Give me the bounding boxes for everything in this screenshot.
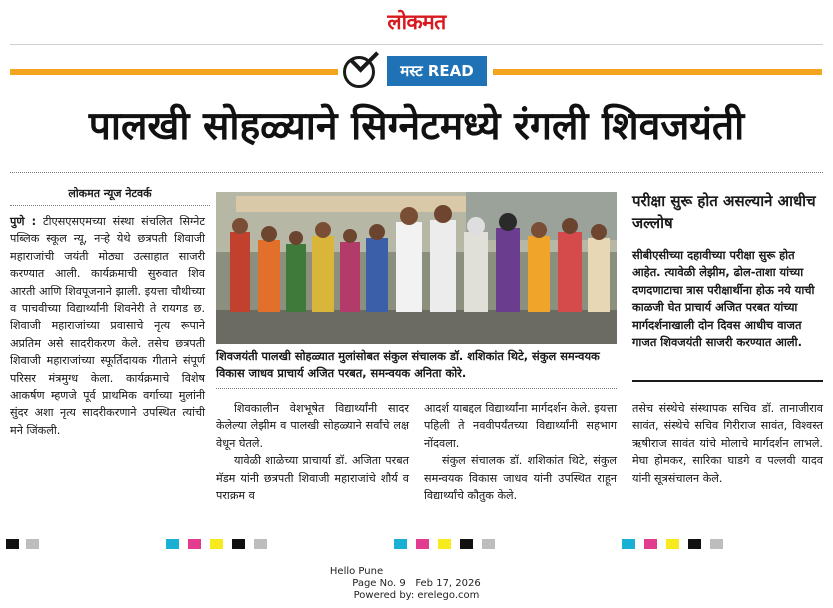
registration-mark-magenta [644,539,657,549]
registration-mark-cyan [622,539,635,549]
registration-mark-black [232,539,245,549]
photo-caption: शिवजयंती पालखी सोहळ्यात मुलांसोबत संकुल संचालक डॉ. शशिकांत थिटे, संकुल समन्वयक विकास जाधव प्राचार्य अजित परबत, समन्वयक अनिता कोरे. [216,349,600,381]
registration-mark-magenta [416,539,429,549]
dateline: पुणे : [10,215,37,228]
byline-divider [10,205,210,206]
masthead-divider [10,44,823,45]
article-column-3 [424,400,617,504]
must-read-band-left [10,69,338,75]
footer-date: Feb 17, 2026 [415,578,481,589]
sidebar-text: सीबीएसीच्या दहावीच्या परीक्षा सुरू होत आहेत. त्यावेळी लेझीम, ढोल-ताशा यांच्या दणदणाटाचा त्रास परीक्षार्थीना होऊ नये याची काळजी घेत प्राचार्य अजित परबत यांच्या मार्गदर्शनाखाली दोन दिवस आधीच वाजत गाजत शिवजयंती साजरी करण्यात आली. [632,248,815,350]
registration-mark-cyan [394,539,407,549]
registration-mark-yellow [666,539,679,549]
masthead-logo: लोकमत [387,10,446,34]
registration-mark-black [6,539,19,549]
footer-page-info [0,578,833,590]
registration-mark-gray [26,539,39,549]
registration-mark-yellow [210,539,223,549]
column-1-text: टीएसएसएमच्या संस्था संचलित सिग्नेट पब्लिक स्कूल न्यू, नऱ्हे येथे छत्रपती शिवाजी महाराजांची जयंती मोठ्या उत्साहात साजरी करण्यात आली. कार्यक्रमाची सुरुवात शिव आरती आणि शिवपूजनाने झाली. इयत्ता चौथीच्या व पाचवीच्या विद्यार्थ्यांनी शिवनेरी ते रायगड छ. शिवाजी महाराजांच्या प्रवासाचे नृत्य रूपाने अप्रतिम असे सादरीकरण केले. तसेच छत्रपती शिवाजी महाराजांच्या स्फूर्तिदायक गीताने संपूर्ण परिसर मंत्रमुग्ध केला. कार्यक्रमाचे विशेष आकर्षण म्हणजे पूर्व प्राथमिक वर्गाच्या मुलांनी सुंदर अशा नृत्य सादरीकरणाने उपस्थित त्यांची मने जिंकली. [10,215,205,437]
registration-mark-magenta [188,539,201,549]
must-read-band-right [493,69,822,75]
byline: लोकमत न्यूज नेटवर्क [68,187,152,200]
registration-mark-black [688,539,701,549]
caption-divider [216,388,617,389]
sidebar-heading: परीक्षा सुरू होत असल्याने आधीच जल्लोष [632,192,816,232]
article-headline: पालखी सोहळ्याने सिग्नेटमध्ये रंगली शिवजयंती [88,104,745,149]
registration-mark-gray [482,539,495,549]
event-photo-illustration [216,192,617,344]
article-column-1 [10,213,205,439]
headline-divider [10,172,823,173]
registration-mark-yellow [438,539,451,549]
column-2-paragraph-1: शिवकालीन वेशभूषेत विद्यार्थ्यांनी सादर केलेल्या लेझीम व पालखी सोहळ्याने सर्वांचे लक्ष वेधून घेतले. [216,402,409,450]
footer-page-number: Page No. 9 [352,578,406,589]
column-2-paragraph-2: यावेळी शाळेच्या प्राचार्या डॉ. अजिता परबत मॅडम यांनी छत्रपती शिवाजी महाराजांचे शौर्य व पराक्रम व [216,454,409,503]
registration-mark-gray [254,539,267,549]
event-photo [216,192,617,344]
registration-mark-cyan [166,539,179,549]
footer-edition: Hello Pune [329,566,384,577]
article-column-2 [216,400,409,504]
sidebar-divider [632,380,823,382]
column-4-paragraph-1: तसेच संस्थेचे संस्थापक सचिव डॉ. तानाजीराव सावंत, संस्थेचे सचिव गिरीराज सावंत, विश्वस्त ऋषीराज सावंत यांचे मोलाचे मार्गदर्शन लाभले. मेघा होमकर, सारिका घाडगे व पल्लवी यादव यांनी सूत्रसंचालन केले. [632,402,823,485]
article-column-4 [632,400,823,487]
must-read-badge: मस्ट READ [387,56,487,86]
registration-mark-gray [710,539,723,549]
registration-mark-black [460,539,473,549]
column-3-paragraph-2: संकुल संचालक डॉ. शशिकांत थिटे, संकुल समन्वयक विकास जाधव यांनी उपस्थित राहून विद्यार्थ्यांचे कौतुक केले. [424,454,617,503]
footer-powered-by: Powered by: erelego.com [353,590,480,601]
column-3-paragraph-1: आदर्श याबद्दल विद्यार्थ्यांना मार्गदर्शन केले. इयत्ता पहिली ते नववीपर्यंतच्या विद्यार्थ्यांनी सहभाग नोंदवला. [424,402,617,450]
